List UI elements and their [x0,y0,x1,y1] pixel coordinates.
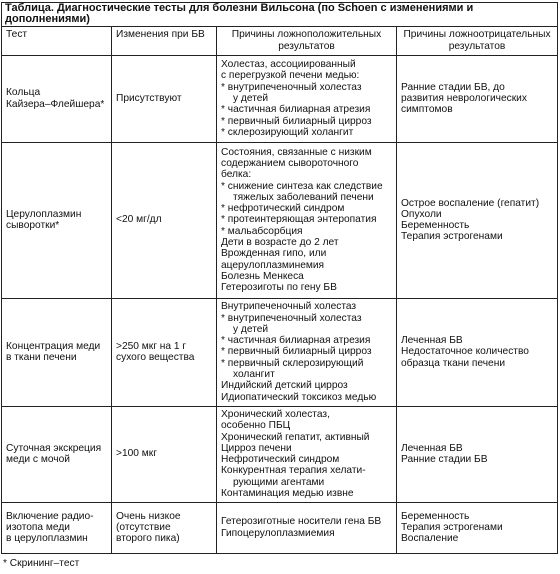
change-cell [112,502,217,553]
cell-line: Индийский детский цирроз [221,380,348,392]
header-test: Тест [2,26,112,55]
cell-line: содержанием сывороточного [221,157,359,169]
cell-line: Присутствуют [116,92,182,104]
false-negative-cell [397,502,558,553]
cell-line: симптомов [401,104,453,116]
false-positive-cell [217,502,397,553]
test-cell [2,502,112,553]
cell-line: особенно ПБЦ [221,420,291,432]
change-cell [112,406,217,502]
cell-line: (отсутствие [116,521,171,533]
cell-line: Идиопатический токсикоз медью [221,391,377,403]
cell-line: сыворотки* [6,220,60,232]
cell-line: Беременность [401,220,470,232]
cell-line: Нефротический синдром [221,454,340,466]
cell-line: рующими агентами [233,476,325,488]
cell-line: >250 мкг на 1 г [116,340,187,352]
cell-line: * нефротический синдром [221,203,345,215]
table-row [2,142,558,298]
header-row [2,26,558,55]
cell-line: Острое воспаление (гепатит) [401,197,540,209]
cell-line: меди с мочой [6,454,70,466]
false-positive-cell [217,55,397,142]
cell-line: Состояния, связанные с низким [221,146,372,158]
false-positive-cell [217,406,397,502]
cell-line: с перегрузкой печени медью: [221,70,360,82]
false-negative-cell [397,298,558,406]
cell-line: Болезнь Менкеса [221,270,304,282]
test-cell [2,142,112,298]
cell-line: у детей [233,92,269,104]
cell-line: у детей [233,323,269,335]
cell-line: Врожденная гипо, или [221,248,327,260]
false-positive-cell [217,142,397,298]
cell-line: второго пика) [116,533,180,545]
table-row [2,298,558,406]
cell-line: Гетерозиготы по гену БВ [221,282,337,294]
cell-line: образца ткани печени [401,357,506,369]
change-cell [112,55,217,142]
cell-line: * протеинтеряющая энтеропатия [221,214,377,226]
cell-line: Конкурентная терапия хелати- [221,465,366,477]
cell-line: Включение радио- [6,510,94,522]
cell-line: * склерозирующий холангит [221,126,354,138]
header-change: Изменения при БВ [112,26,217,55]
cell-line: Дети в возрасте до 2 лет [221,237,339,249]
false-positive-cell [217,298,397,406]
cell-line: Цирроз печени [221,442,292,454]
cell-line: Концентрация меди [6,340,101,352]
cell-line: Воспаление [401,533,459,545]
cell-line: Терапия эстрогенами [401,521,503,533]
table-row [2,55,558,142]
header-false-positive: Причины ложноположительных результатов [217,26,397,55]
false-negative-cell [397,55,558,142]
cell-line: Хронический гепатит, активный [221,431,370,443]
cell-line: в церулоплазмин [6,533,88,545]
cell-line: Холестаз, ассоциированный [221,59,356,71]
cell-line: Хронический холестаз, [221,408,330,420]
cell-line: Терапия эстрогенами [401,231,503,243]
cell-line: белка: [221,169,252,181]
cell-line: изотопа меди [6,521,70,533]
cell-line: Очень низкое [116,510,181,522]
test-cell [2,406,112,502]
cell-line: тяжелых заболеваний печени [233,191,374,203]
cell-line: * мальабсорбция [221,225,303,237]
table-row [2,406,558,502]
test-cell [2,298,112,406]
cell-line: в ткани печени [6,352,77,364]
cell-line: Опухоли [401,208,442,220]
table-title: Таблица. Диагностические тесты для болезни Вильсона (по Schoen с изменениями и дополнениями) [2,3,558,27]
header-false-negative: Причины ложноотрицательных результатов [397,26,558,55]
test-cell [2,55,112,142]
cell-line: сухого вещества [116,352,195,364]
cell-line: <20 мг/дл [116,214,162,226]
cell-line: ацерулоплазминемия [221,259,325,271]
cell-line: >100 мкг [116,448,157,460]
diagnostic-table [1,2,558,554]
cell-line: Кольца [6,87,41,99]
cell-line: Кайзера–Флейшера* [6,98,105,110]
cell-line: Контаминация медью извне [221,487,354,499]
cell-line: Ранние стадии БВ [401,454,488,466]
cell-line: * внутрипеченочный холестаз [221,312,362,324]
change-cell [112,298,217,406]
cell-line: * первичный билиарный цирроз [221,115,372,127]
false-negative-cell [397,406,558,502]
cell-line: Беременность [401,510,470,522]
footnote: * Скрининг–тест [3,558,80,569]
cell-line: Суточная экскреция [6,442,102,454]
cell-line: Гипоцерулоплазмиемия [221,527,335,539]
cell-line: * внутрипеченочный холестаз [221,81,362,93]
cell-line: Леченная БВ [401,335,463,347]
table-row [2,502,558,553]
cell-line: * частичная билиарная атрезия [221,335,371,347]
cell-line: Внутрипеченочный холестаз [221,301,357,313]
cell-line: Гетерозиготные носители гена БВ [221,516,382,528]
cell-line: Недостаточное количество [401,346,529,358]
cell-line: развития неврологических [401,92,527,104]
cell-line: * частичная билиарная атрезия [221,104,371,116]
cell-line: * снижение синтеза как следствие [221,180,383,192]
cell-line: Церулоплазмин [6,208,82,220]
cell-line: холангит [233,369,275,381]
cell-line: Ранние стадии БВ, до [401,81,505,93]
change-cell [112,142,217,298]
cell-line: Леченная БВ [401,442,463,454]
false-negative-cell [397,142,558,298]
cell-line: * первичный склерозирующий [221,357,364,369]
cell-line: * первичный билиарный цирроз [221,346,372,358]
